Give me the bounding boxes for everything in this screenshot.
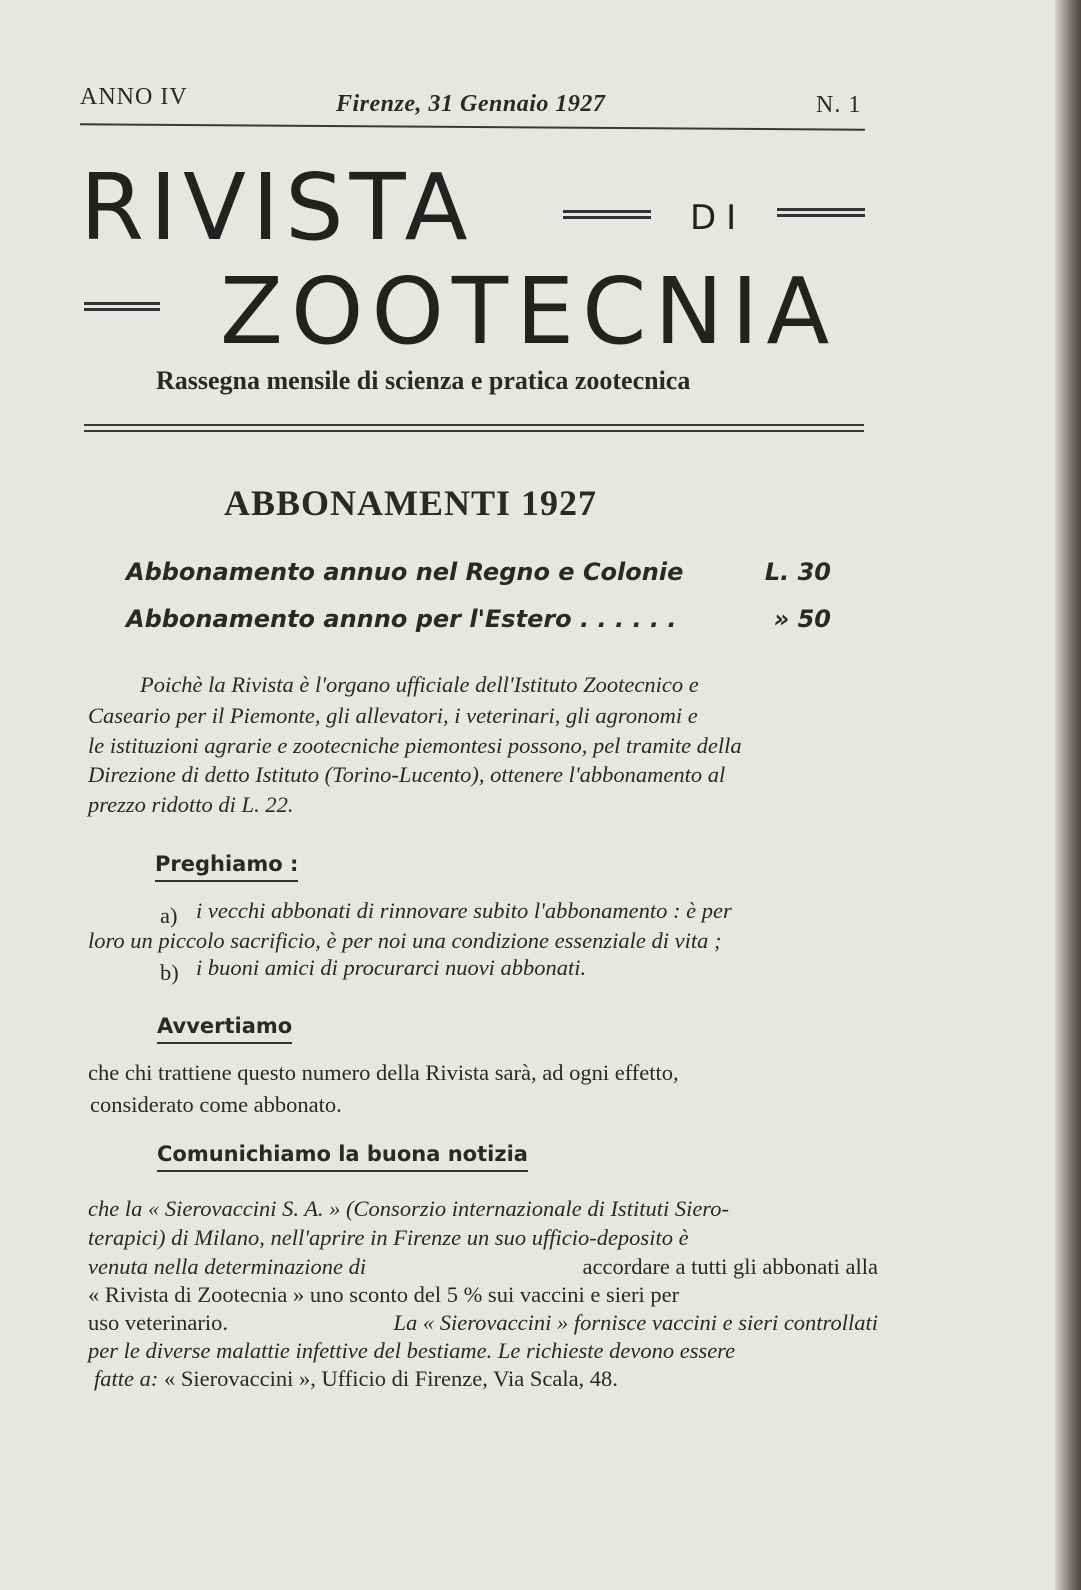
intro-line: le istituzioni agrarie e zootecniche piemontesi possono, pel tramite della <box>88 733 742 758</box>
avvertiamo-line: considerato come abbonato. <box>90 1092 342 1117</box>
notice-line <box>94 1366 618 1392</box>
item-marker-a: a) <box>160 903 178 928</box>
notice-line <box>88 1310 878 1336</box>
masthead-title-zootecnia: ZOOTECNIA <box>220 258 838 365</box>
masthead-dash <box>563 210 651 219</box>
notice-line: « Rivista di Zootecnia » uno sconto del 5 % sui vaccini e sieri per <box>88 1282 680 1307</box>
subscription-price: » 50 <box>773 605 831 633</box>
header-rule <box>80 123 865 130</box>
place-date: Firenze, 31 Gennaio 1927 <box>336 91 606 117</box>
comunichiamo-heading: Comunichiamo la buona notizia <box>157 1142 528 1172</box>
subscription-row-domestic <box>126 558 831 586</box>
subscription-row-foreign <box>126 605 831 633</box>
avvertiamo-line: che chi trattiene questo numero della Rivista sarà, ad ogni effetto, <box>88 1060 679 1085</box>
subscription-label: Abbonamento annuo nel Regno e Colonie <box>126 558 684 586</box>
notice-segment: venuta nella determinazione di <box>88 1254 367 1279</box>
subscriptions-heading: ABBONAMENTI 1927 <box>224 483 598 523</box>
intro-line: Direzione di detto Istituto (Torino-Lucento), ottenere l'abbonamento al <box>88 762 726 787</box>
notice-line: che la « Sierovaccini S. A. » (Consorzio internazionale di Istituti Siero- <box>88 1196 729 1221</box>
notice-segment: La « Sierovaccini » fornisce vaccini e sieri controllati <box>393 1310 878 1335</box>
masthead-title-rivista: RIVISTA <box>80 154 474 261</box>
issue-number: N. 1 <box>816 92 862 118</box>
preghiamo-a-line: i vecchi abbonati di rinnovare subito l'abbonamento : è per <box>196 898 732 923</box>
masthead-rule <box>84 430 864 432</box>
avvertiamo-heading: Avvertiamo <box>157 1014 292 1044</box>
notice-segment: « Sierovaccini », Ufficio di Firenze, Via Scala, 48. <box>163 1366 618 1391</box>
notice-segment: accordare a tutti gli abbonati alla <box>582 1254 878 1279</box>
subscription-label: Abbonamento annno per l'Estero . . . . . . <box>126 605 677 633</box>
preghiamo-a-line: loro un piccolo sacrificio, è per noi una condizione essenziale di vita ; <box>88 928 722 953</box>
volume-label: ANNO IV <box>80 84 188 110</box>
masthead-rule <box>84 424 864 426</box>
masthead-dash <box>84 302 160 311</box>
notice-segment: fatte a: <box>94 1366 159 1391</box>
masthead-dash <box>777 208 865 217</box>
masthead-subtitle: Rassegna mensile di scienza e pratica zootecnica <box>156 366 691 395</box>
item-marker-b: b) <box>160 960 179 985</box>
notice-line: terapici) di Milano, nell'aprire in Firenze un suo ufficio-deposito è <box>88 1225 689 1250</box>
intro-line: Poichè la Rivista è l'organo ufficiale dell'Istituto Zootecnico e <box>140 672 699 697</box>
notice-segment: uso veterinario. <box>88 1310 228 1335</box>
intro-line: prezzo ridotto di L. 22. <box>88 792 294 817</box>
preghiamo-b-line: i buoni amici di procurarci nuovi abbonati. <box>196 955 587 980</box>
masthead-di: DI <box>690 198 747 238</box>
notice-line <box>88 1254 878 1280</box>
notice-line: per le diverse malattie infettive del bestiame. Le richieste devono essere <box>88 1338 736 1363</box>
intro-line: Caseario per il Piemonte, gli allevatori, i veterinari, gli agronomi e <box>88 703 698 728</box>
preghiamo-heading: Preghiamo : <box>155 852 298 882</box>
page-edge-shadow <box>1055 0 1081 1590</box>
subscription-price: L. 30 <box>764 558 831 586</box>
